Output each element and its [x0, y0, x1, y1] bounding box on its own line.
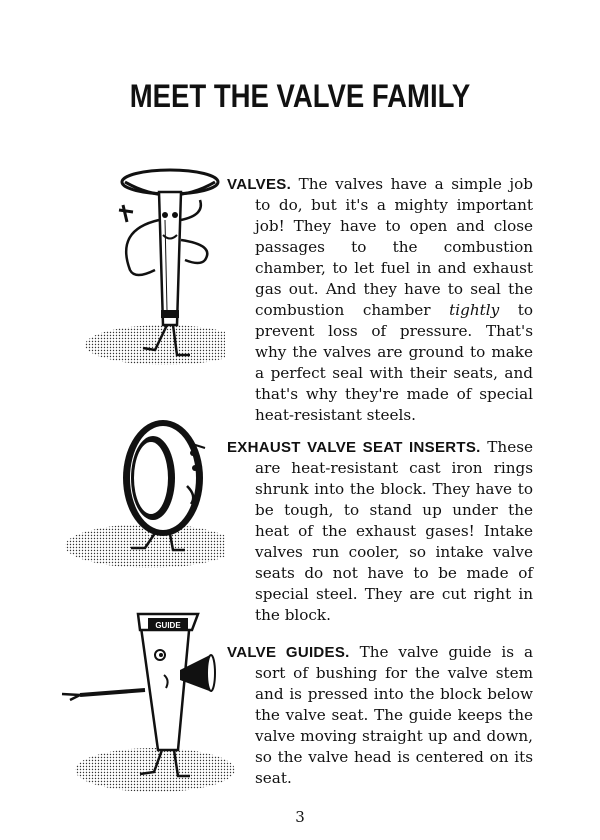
section-body: These are heat-resistant cast iron rings shrunk into the block. They have to be tough, to stand up under the heat of the exhaust gases! Intake valves run cooler, so intake valve seats do not have to be made of special steel. They are cut right in the block. [255, 438, 533, 624]
guide-body [140, 620, 190, 750]
valve-character-illustration [55, 160, 225, 375]
section-valves-text [227, 174, 533, 426]
section-exhaust-valve-seat-inserts [227, 437, 533, 626]
section-heading: VALVES. [227, 176, 292, 193]
valve-stem [159, 192, 181, 325]
section-heading: EXHAUST VALVE SEAT INSERTS. [227, 439, 481, 456]
section-valves [227, 174, 533, 426]
page-title: MEET THE VALVE FAMILY [129, 78, 471, 114]
valve-guide-character-illustration [40, 600, 240, 805]
page-number: 3 [295, 808, 305, 826]
emphasis-text: tightly [449, 301, 500, 319]
section-guides-text [227, 642, 533, 789]
section-valve-guides [227, 642, 533, 789]
seat-insert-character-illustration [45, 408, 225, 578]
section-heading: VALVE GUIDES. [227, 644, 350, 661]
guide-cap-label: GUIDE [155, 621, 181, 630]
valve-head [122, 170, 218, 194]
shadow [85, 325, 225, 365]
section-body-continued: to prevent loss of pressure. That's why the valves are ground to make a perfect seal with their seats, and that's why they're made of special heat-resistant steels. [255, 301, 533, 424]
section-body: The valve guide is a sort of bushing for the valve stem and is pressed into the block below the valve seat. The guide keeps the valve moving straight up and down, so the valve head is centered on its seat. [255, 643, 534, 787]
section-exhaust-text [227, 437, 533, 626]
section-body: The valves have a simple job to do, but it's a mighty important job! They have to open and close passages to the combustion chamber, to let fuel in and exhaust gas out. And they have to seal the combustion chamber [255, 175, 533, 319]
